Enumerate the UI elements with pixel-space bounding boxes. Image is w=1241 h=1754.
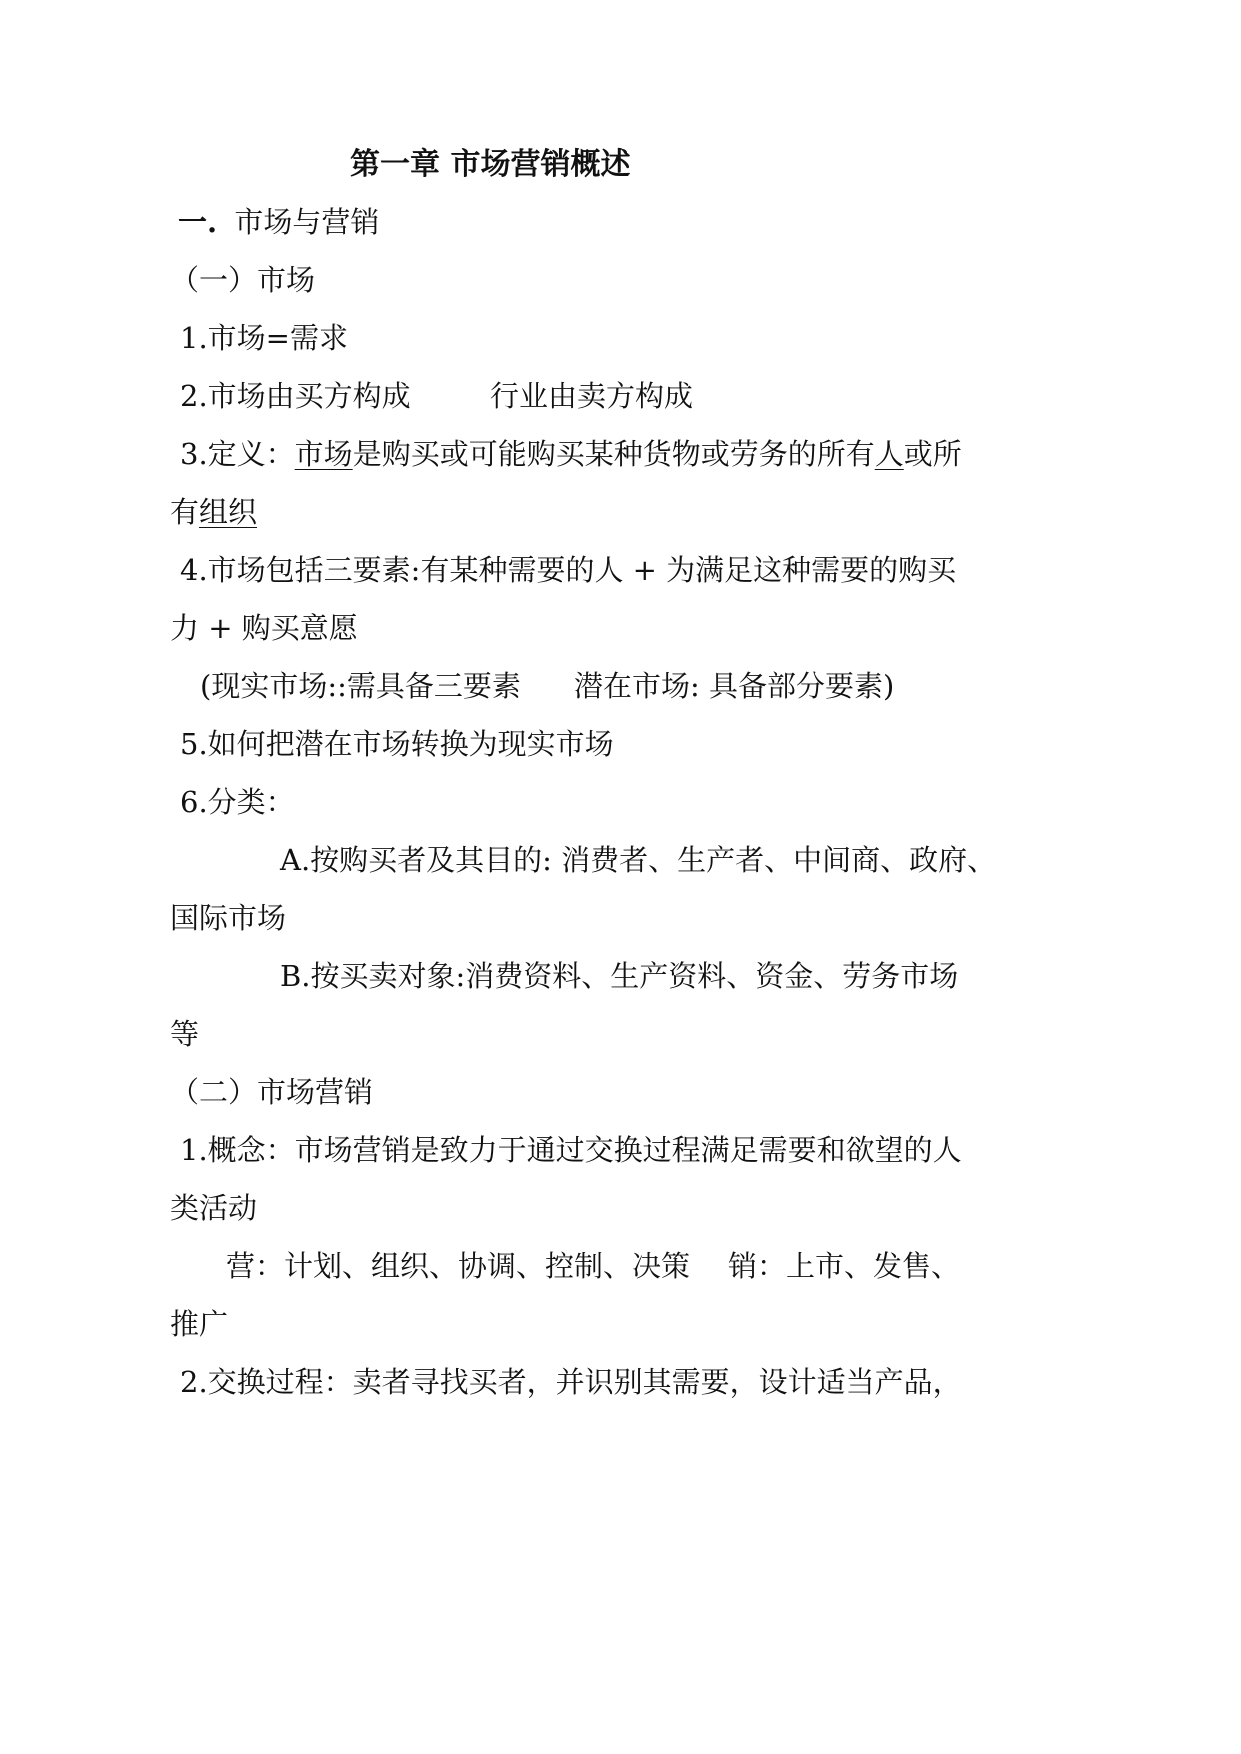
xiao-definition-cont: 推广 — [170, 1307, 229, 1341]
subsection-marketing: （二）市场营销 — [170, 1075, 374, 1109]
item-3-tail: 或所 — [903, 437, 962, 471]
item-2-right: 行业由卖方构成 — [490, 379, 694, 413]
item-3 — [180, 434, 962, 474]
item-4-line1: 4.市场包括三要素:有某种需要的人 + 为满足这种需要的购买 — [180, 553, 957, 587]
term-organization: 组织 — [199, 495, 258, 529]
item-3-prefix: 3.定义： — [180, 437, 295, 471]
item-5: 5.如何把潜在市场转换为现实市场 — [180, 727, 614, 761]
class-a-line1: A.按购买者及其目的: 消费者、生产者、中间商、政府、 — [280, 843, 997, 877]
section-heading — [178, 202, 379, 242]
section-number: 一. — [178, 205, 218, 239]
exchange-line1: 2.交换过程：卖者寻找买者，并识别其需要，设计适当产品， — [180, 1365, 962, 1399]
ying-definition: 营：计划、组织、协调、控制、决策 — [226, 1249, 691, 1283]
note-real-market: (现实市场::需具备三要素 — [200, 669, 521, 703]
item-2-left: 2.市场由买方构成 — [180, 379, 411, 413]
xiao-definition: 销：上市、发售、 — [728, 1249, 961, 1283]
item-2 — [180, 376, 411, 416]
section-title: 市场与营销 — [234, 205, 380, 239]
item-4-line2: 力 + 购买意愿 — [170, 611, 358, 645]
term-person: 人 — [874, 437, 904, 471]
item-1: 1.市场=需求 — [180, 321, 348, 355]
term-market: 市场 — [294, 437, 353, 471]
subsection-market: （一）市场 — [170, 263, 316, 297]
item-3-cont — [170, 492, 257, 532]
item-3-mid: 是购买或可能购买某种货物或劳务的所有 — [352, 437, 875, 471]
item-6: 6.分类： — [180, 785, 295, 819]
note-potential-market: 潜在市场: 具备部分要素) — [574, 669, 895, 703]
class-b-line1: B.按买卖对象:消费资料、生产资料、资金、劳务市场 — [280, 959, 959, 993]
item-3-cont-prefix: 有 — [170, 495, 200, 529]
page-title: 第一章 市场营销概述 — [350, 147, 631, 182]
concept-line2: 类活动 — [170, 1191, 258, 1225]
class-b-line2: 等 — [170, 1017, 200, 1051]
concept-line1: 1.概念：市场营销是致力于通过交换过程满足需要和欲望的人 — [180, 1133, 962, 1167]
class-a-line2: 国际市场 — [170, 901, 287, 935]
